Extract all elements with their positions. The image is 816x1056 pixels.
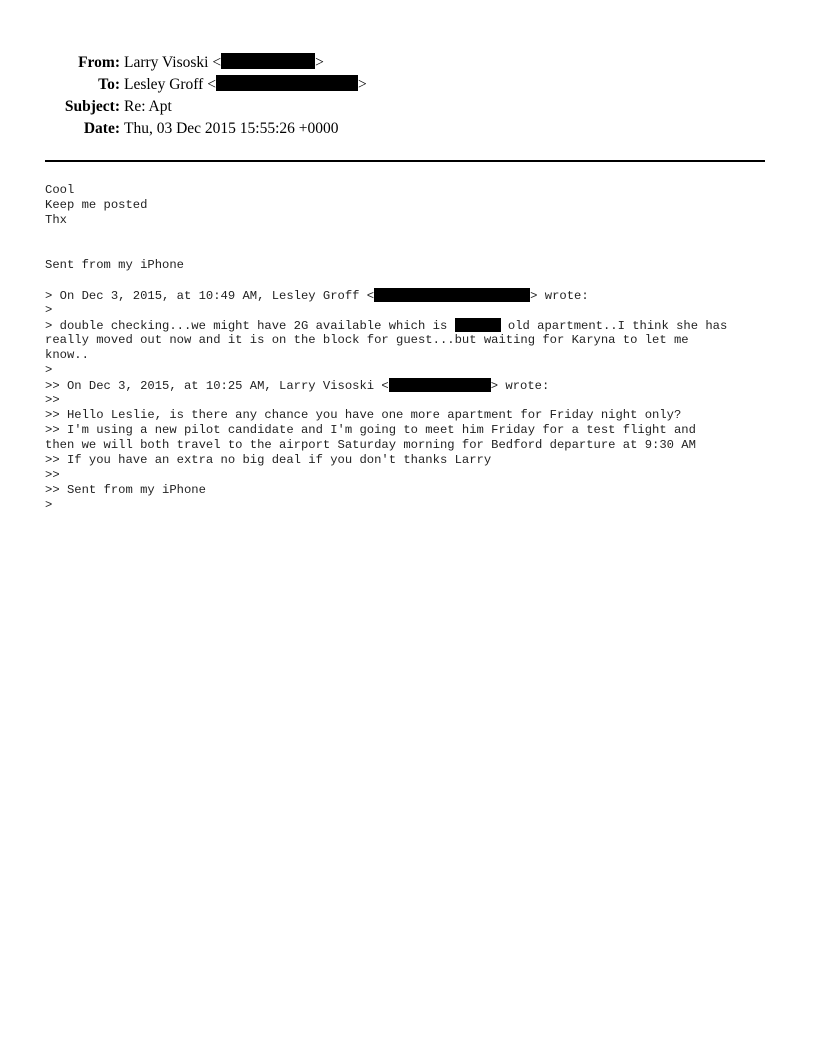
quoted-line <box>45 288 785 303</box>
quoted-line <box>45 378 785 393</box>
blank-line <box>45 243 785 258</box>
body-line: Cool <box>45 183 75 197</box>
redacted-email-box <box>216 75 358 91</box>
quoted-text: old apartment..I think she has <box>500 319 728 333</box>
quoted-line: really moved out now and it is on the block for guest...but waiting for Karyna to let me <box>45 333 689 347</box>
blank-line <box>45 273 785 288</box>
subject-value: Re: Apt <box>124 98 172 115</box>
quoted-line: >> <box>45 393 60 407</box>
subject-row <box>0 96 816 118</box>
to-name: Lesley Groff < <box>124 76 216 93</box>
to-label: To: <box>98 76 120 93</box>
date-value: Thu, 03 Dec 2015 15:55:26 +0000 <box>124 120 339 137</box>
quote-attribution-end: > wrote: <box>530 289 589 303</box>
quoted-line: then we will both travel to the airport Saturday morning for Bedford departure at 9:30 AM <box>45 438 696 452</box>
from-close: > <box>315 54 324 71</box>
header-divider <box>45 160 765 162</box>
quoted-line: >> If you have an extra no big deal if you don't thanks Larry <box>45 453 492 467</box>
body-line: Keep me posted <box>45 198 148 212</box>
redacted-email-box <box>221 53 315 69</box>
blank-line <box>45 228 785 243</box>
signature-line: Sent from my iPhone <box>45 258 184 272</box>
to-row <box>0 74 816 96</box>
from-row <box>0 52 816 74</box>
quoted-line: know.. <box>45 348 89 362</box>
quoted-line: > <box>45 363 53 377</box>
quoted-line: >> Hello Leslie, is there any chance you have one more apartment for Friday night only? <box>45 408 682 422</box>
quoted-line: >> <box>45 468 60 482</box>
email-header <box>0 52 816 140</box>
to-close: > <box>357 76 367 93</box>
quote-attribution: >> On Dec 3, 2015, at 10:25 AM, Larry Visoski < <box>45 379 389 393</box>
from-value <box>124 52 324 74</box>
quoted-line: >> Sent from my iPhone <box>45 483 206 497</box>
redacted-email-box <box>374 288 530 302</box>
quoted-line: > <box>45 303 53 317</box>
redacted-email-box <box>389 378 491 392</box>
date-label: Date: <box>83 120 120 137</box>
from-label: From: <box>78 54 120 71</box>
quoted-text: > double checking...we might have 2G available which is <box>45 319 455 333</box>
body-line: Thx <box>45 213 67 227</box>
quote-attribution: > On Dec 3, 2015, at 10:49 AM, Lesley Groff < <box>45 289 375 303</box>
quoted-line: >> I'm using a new pilot candidate and I'm going to meet him Friday for a test flight and <box>45 423 696 437</box>
subject-label: Subject: <box>64 98 120 115</box>
redacted-name-box <box>455 318 501 332</box>
from-name: Larry Visoski < <box>124 54 222 71</box>
date-row <box>0 118 816 140</box>
to-value <box>124 74 367 96</box>
quoted-line: > <box>45 498 53 512</box>
quote-attribution-end: > wrote: <box>490 379 550 393</box>
quoted-line <box>45 318 785 333</box>
email-body <box>45 183 785 513</box>
